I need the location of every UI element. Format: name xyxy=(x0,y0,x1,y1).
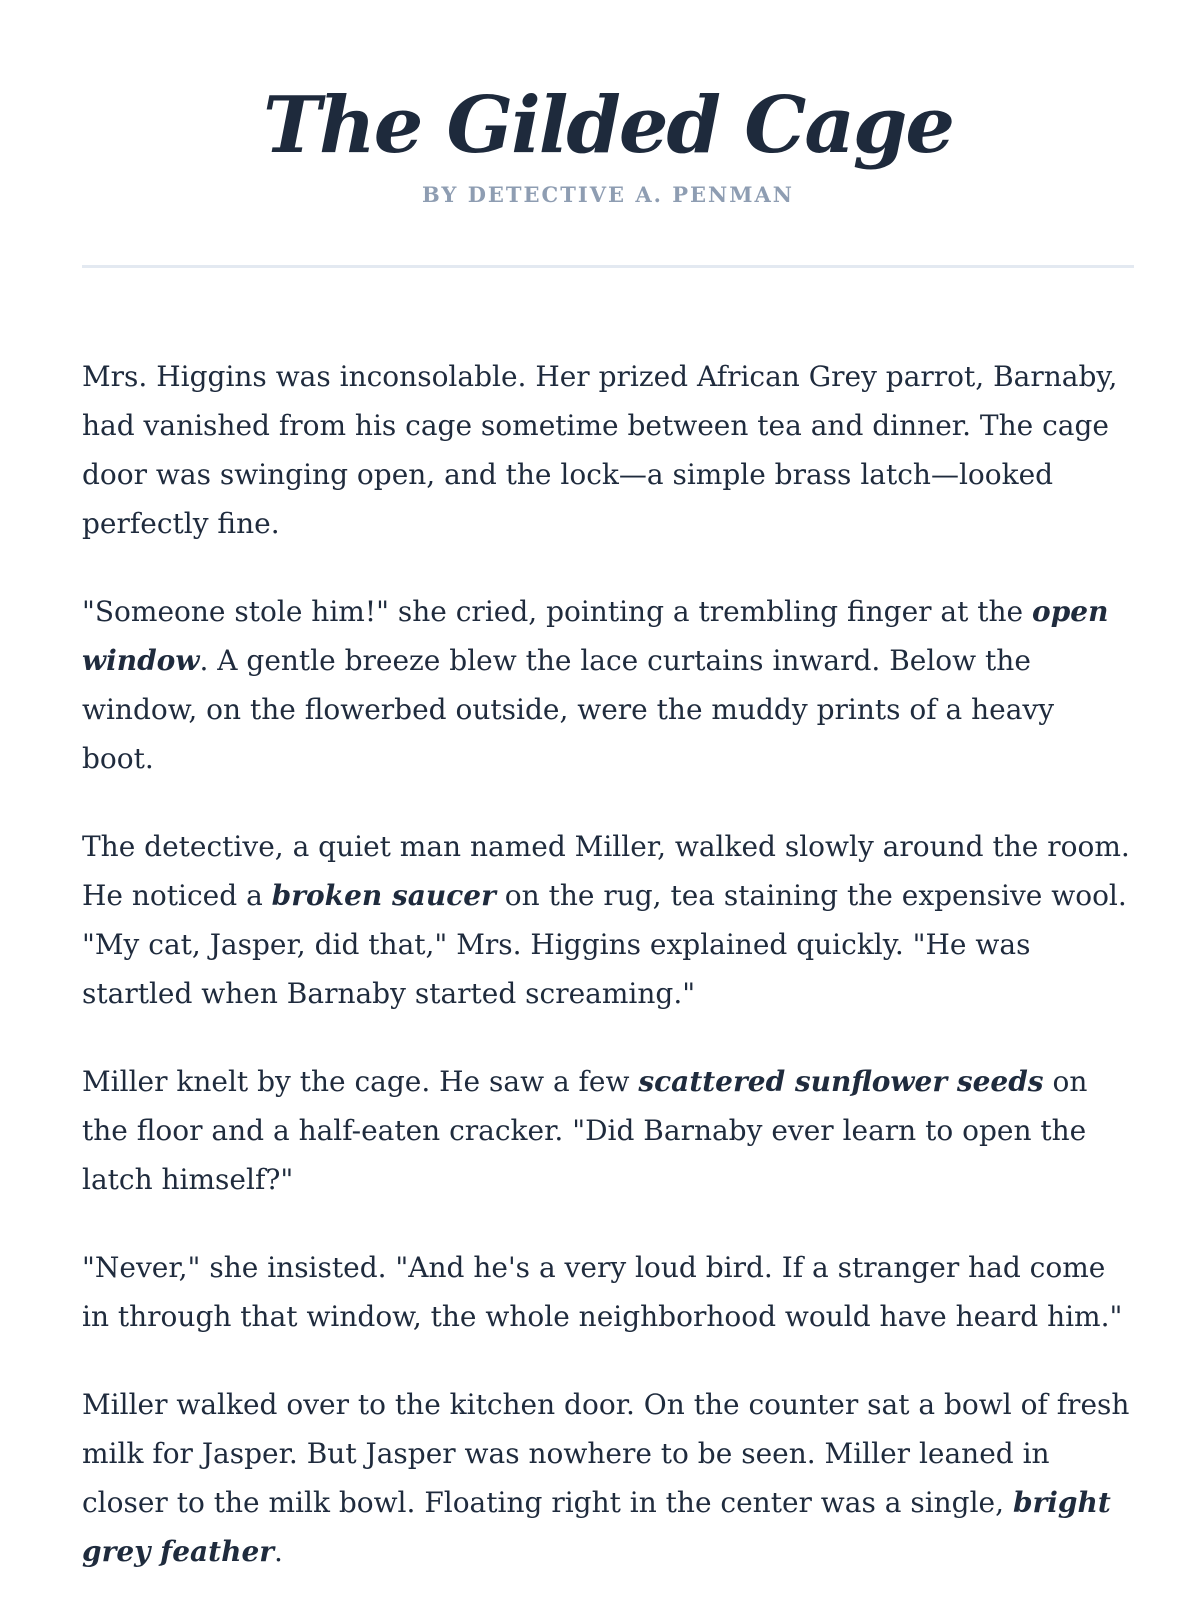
paragraph-2 xyxy=(82,587,1134,783)
paragraph-6 xyxy=(82,1380,1134,1576)
paragraph-text: Miller knelt by the cage. He saw a few xyxy=(82,1065,639,1098)
clue-sunflower-seeds: scattered sunflower seeds xyxy=(638,1065,1044,1098)
author-byline: BY DETECTIVE A. PENMAN xyxy=(422,182,794,207)
story-title: The Gilded Cage xyxy=(262,80,954,171)
clue-grey-feather: bright grey feather xyxy=(82,1486,1111,1568)
paragraph-text: "Never," she insisted. "And he's a very loud bird. If a stranger had come in through that window, the whole neighborhood would have heard him." xyxy=(82,1251,1123,1333)
paragraph-4 xyxy=(82,1057,1134,1204)
paragraph-1 xyxy=(82,352,1134,548)
paragraph-text: The detective, a quiet man named Miller, walked slowly around the room. He noticed a xyxy=(82,830,1130,912)
paragraph-5 xyxy=(82,1243,1134,1341)
story-page xyxy=(82,0,1134,1615)
paragraph-text: Mrs. Higgins was inconsolable. Her prized African Grey parrot, Barnaby, had vanished from his cage sometime between tea and dinner. The cage door was swinging open, and the lock—a simple brass latch—looked perfectly fine. xyxy=(82,360,1118,540)
paragraph-text: "Someone stole him!" she cried, pointing a trembling finger at the xyxy=(82,595,1033,628)
paragraph-3 xyxy=(82,822,1134,1018)
clue-broken-saucer: broken saucer xyxy=(271,879,496,912)
paragraph-text: on the rug, tea staining the expensive wool. "My cat, Jasper, did that," Mrs. Higgins explained quickly. "He was startled when Barnaby started screaming." xyxy=(82,879,1127,1010)
paragraph-text: . xyxy=(274,1535,283,1568)
paragraph-text: on the floor and a half-eaten cracker. "Did Barnaby ever learn to open the latch himself?" xyxy=(82,1065,1088,1196)
story-body xyxy=(82,352,1134,1576)
clue-open-window: open window xyxy=(82,595,1109,677)
paragraph-text: Miller walked over to the kitchen door. On the counter sat a bowl of fresh milk for Jasper. But Jasper was nowhere to be seen. Miller leaned in closer to the milk bowl. Floating right in the center was a single, xyxy=(82,1388,1130,1519)
paragraph-text: . A gentle breeze blew the lace curtains inward. Below the window, on the flowerbed outside, were the muddy prints of a heavy boot. xyxy=(82,644,1055,775)
header-divider xyxy=(82,265,1134,268)
